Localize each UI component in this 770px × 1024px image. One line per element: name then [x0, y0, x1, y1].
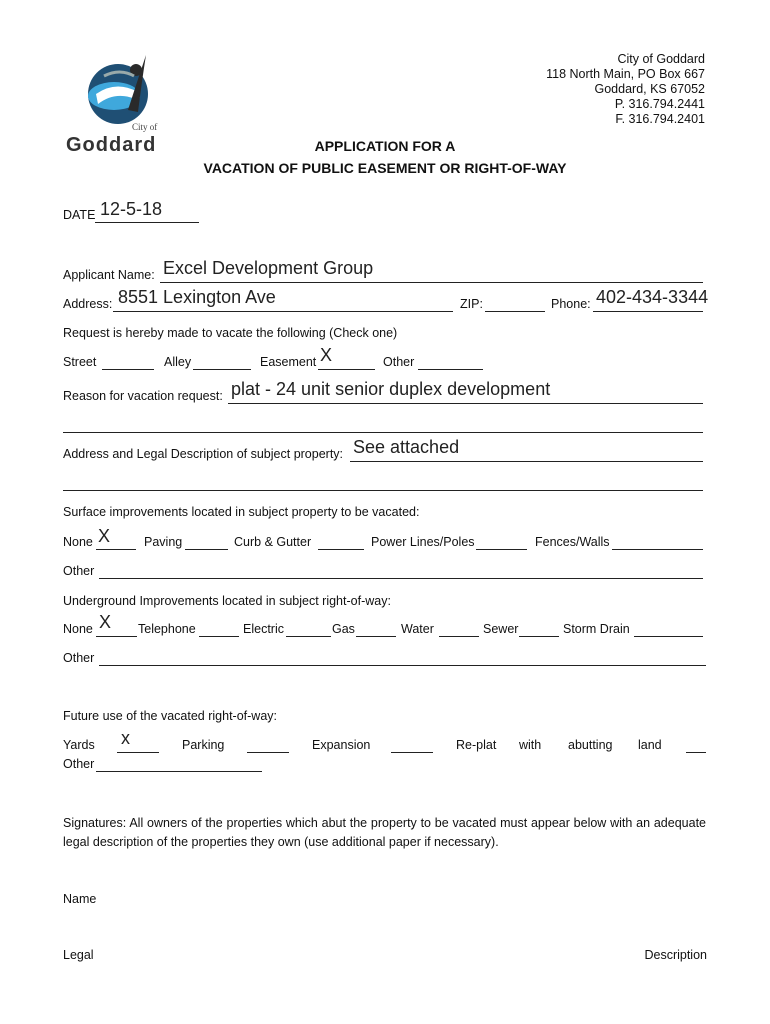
date-field[interactable]	[95, 222, 199, 223]
surface-none-label: None	[63, 535, 93, 549]
gas-checkbox[interactable]	[356, 636, 396, 637]
date-value: 12-5-18	[100, 199, 163, 219]
request-label: Request is hereby made to vacate the following (Check one)	[63, 326, 398, 340]
yards-mark: x	[121, 728, 130, 748]
easement-label: Easement	[260, 355, 317, 369]
electric-checkbox[interactable]	[286, 636, 331, 637]
reason-field[interactable]	[228, 403, 703, 404]
expansion-label: Expansion	[312, 738, 371, 752]
water-label: Water	[401, 622, 434, 636]
legal-desc-field-continued[interactable]	[63, 490, 703, 491]
reason-value: plat - 24 unit senior duplex development	[231, 379, 551, 399]
address-value: 8551 Lexington Ave	[118, 287, 276, 307]
sewer-label: Sewer	[483, 622, 519, 636]
signatures-paragraph: Signatures: All owners of the properties which abut the property to be vacated must appear below with an adequate legal description of the properties they own (use additional paper if necessary).	[63, 816, 706, 849]
logo-emblem	[76, 50, 166, 130]
storm-checkbox[interactable]	[634, 636, 703, 637]
yards-checkbox[interactable]	[117, 752, 159, 753]
electric-label: Electric	[243, 622, 284, 636]
street-checkbox[interactable]	[102, 369, 154, 370]
fences-checkbox[interactable]	[612, 549, 703, 550]
parking-checkbox[interactable]	[247, 752, 289, 753]
zip-field[interactable]	[485, 311, 545, 312]
applicant-value: Excel Development Group	[163, 258, 374, 278]
future-other-label: Other	[63, 757, 95, 771]
land-label: land	[638, 738, 662, 752]
office-address	[445, 52, 705, 127]
easement-mark: X	[320, 345, 333, 365]
telephone-label: Telephone	[138, 622, 196, 636]
surface-none-mark: X	[98, 526, 111, 546]
header-line-1: City of Goddard	[617, 52, 705, 66]
power-checkbox[interactable]	[476, 549, 527, 550]
alley-checkbox[interactable]	[193, 369, 251, 370]
form-title-line-2: VACATION OF PUBLIC EASEMENT OR RIGHT-OF-WAY	[203, 160, 567, 176]
surface-other-label: Other	[63, 564, 95, 578]
power-label: Power Lines/Poles	[371, 535, 475, 549]
expansion-checkbox[interactable]	[391, 752, 433, 753]
surface-label: Surface improvements located in subject property to be vacated:	[63, 505, 420, 519]
signature-name-label: Name	[63, 892, 97, 906]
underground-other-field[interactable]	[99, 665, 706, 666]
surface-none-checkbox[interactable]	[96, 549, 136, 550]
header-line-3: Goddard, KS 67052	[594, 82, 705, 96]
curb-checkbox[interactable]	[318, 549, 364, 550]
header-line-4: P. 316.794.2441	[614, 97, 705, 111]
legal-desc-label: Address and Legal Description of subject property:	[63, 447, 344, 461]
logo-city-of: City of	[132, 122, 158, 132]
parking-label: Parking	[182, 738, 225, 752]
underground-none-mark: X	[99, 612, 112, 632]
logo-name: Goddard	[66, 134, 157, 156]
gas-label: Gas	[332, 622, 355, 636]
yards-label: Yards	[63, 738, 95, 752]
future-other-field[interactable]	[96, 771, 262, 772]
signature-legal-label: Legal	[63, 948, 94, 962]
replat-label: Re-plat	[456, 738, 497, 752]
easement-checkbox[interactable]	[318, 369, 375, 370]
date-label: DATE	[63, 208, 96, 222]
paving-label: Paving	[144, 535, 183, 549]
underground-label: Underground Improvements located in subject right-of-way:	[63, 594, 391, 608]
zip-label: ZIP:	[460, 297, 483, 311]
street-label: Street	[63, 355, 97, 369]
legal-desc-field[interactable]	[350, 461, 703, 462]
other-request-label: Other	[383, 355, 415, 369]
address-label: Address:	[63, 297, 113, 311]
reason-label: Reason for vacation request:	[63, 389, 223, 403]
telephone-checkbox[interactable]	[199, 636, 239, 637]
header-line-2: 118 North Main, PO Box 667	[546, 67, 705, 81]
phone-field[interactable]	[593, 311, 703, 312]
sewer-checkbox[interactable]	[519, 636, 559, 637]
with-label: with	[519, 738, 542, 752]
legal-desc-value: See attached	[353, 437, 460, 457]
phone-label: Phone:	[551, 297, 591, 311]
alley-label: Alley	[164, 355, 192, 369]
replat-checkbox[interactable]	[686, 752, 706, 753]
header-line-5: F. 316.794.2401	[615, 112, 705, 126]
other-request-field[interactable]	[418, 369, 483, 370]
form-title-line-1: APPLICATION FOR A	[314, 138, 456, 154]
paving-checkbox[interactable]	[185, 549, 228, 550]
signature-description-label: Description	[644, 948, 707, 962]
future-label: Future use of the vacated right-of-way:	[63, 709, 277, 723]
phone-value: 402-434-3344	[596, 287, 709, 307]
water-checkbox[interactable]	[439, 636, 479, 637]
storm-label: Storm Drain	[563, 622, 630, 636]
surface-other-field[interactable]	[99, 578, 703, 579]
applicant-label: Applicant Name:	[63, 268, 155, 282]
abutting-label: abutting	[568, 738, 613, 752]
address-field[interactable]	[113, 311, 453, 312]
underground-other-label: Other	[63, 651, 95, 665]
curb-label: Curb & Gutter	[234, 535, 312, 549]
underground-none-checkbox[interactable]	[96, 636, 137, 637]
reason-field-continued[interactable]	[63, 432, 703, 433]
applicant-field[interactable]	[160, 282, 703, 283]
underground-none-label: None	[63, 622, 93, 636]
fences-label: Fences/Walls	[535, 535, 610, 549]
